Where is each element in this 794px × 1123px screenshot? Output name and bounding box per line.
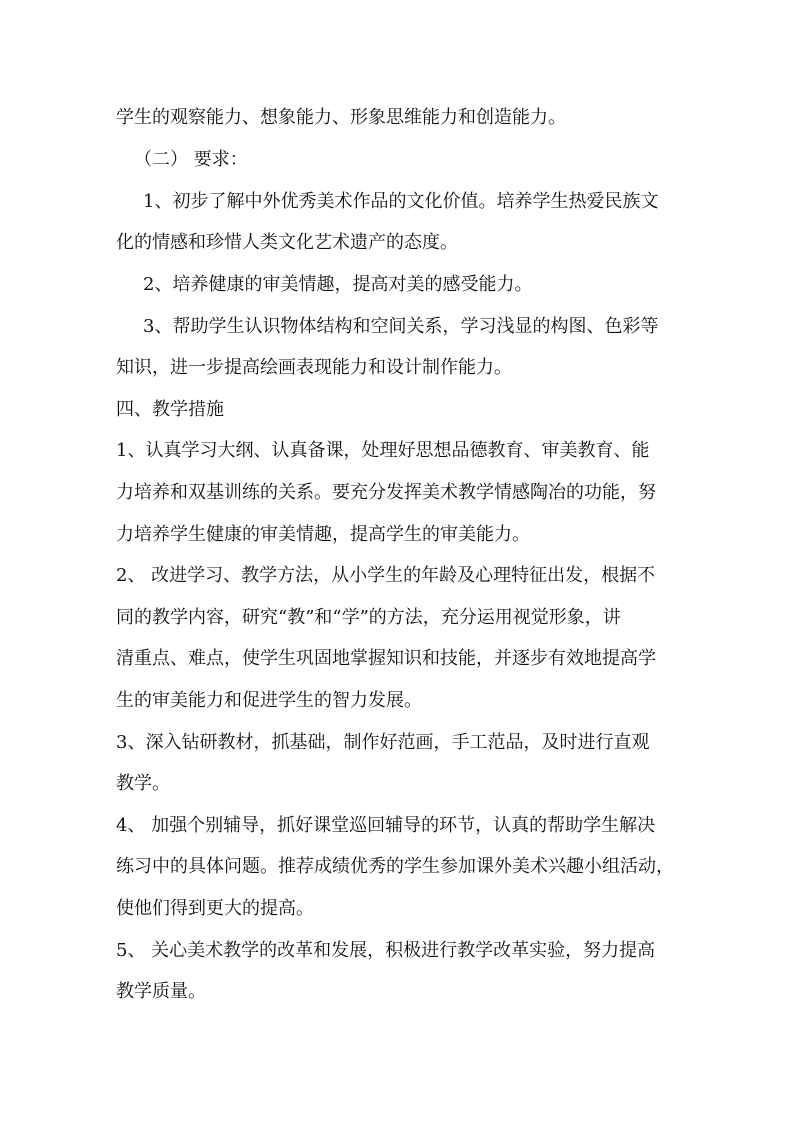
paragraph-line: 教学。 bbox=[116, 773, 170, 794]
paragraph-line: 力培养学生健康的审美情趣，提高学生的审美能力。 bbox=[116, 524, 530, 545]
paragraph-line: 清重点、难点，使学生巩固地掌握知识和技能，并逐步有效地提高学 bbox=[116, 648, 656, 669]
paragraph-line: 练习中的具体问题。推荐成绩优秀的学生参加课外美术兴趣小组活动， bbox=[116, 856, 674, 877]
paragraph-line: 4、 加强个别辅导，抓好课堂巡回辅导的环节，认真的帮助学生解决 bbox=[116, 815, 656, 836]
paragraph-line: 化的情感和珍惜人类文化艺术遗产的态度。 bbox=[116, 232, 458, 253]
paragraph-line: 学生的观察能力、想象能力、形象思维能力和创造能力。 bbox=[116, 107, 566, 128]
paragraph-line: 3、帮助学生认识物体结构和空间关系，学习浅显的构图、色彩等 bbox=[143, 316, 659, 337]
paragraph-line: 5、 关心美术教学的改革和发展，积极进行教学改革实验，努力提高 bbox=[116, 940, 656, 961]
paragraph-line: 2、 改进学习、教学方法，从小学生的年龄及心理特征出发，根据不 bbox=[116, 565, 656, 586]
paragraph-line: 生的审美能力和促进学生的智力发展。 bbox=[116, 690, 422, 711]
section-heading-requirements: （二） 要求： bbox=[134, 149, 248, 170]
paragraph-line: 1、认真学习大纲、认真备课，处理好思想品德教育、审美教育、能 bbox=[116, 440, 650, 461]
section-heading-teaching-measures: 四、教学措施 bbox=[116, 399, 224, 420]
paragraph-line: 1、初步了解中外优秀美术作品的文化价值。培养学生热爱民族文 bbox=[143, 191, 659, 212]
paragraph-line: 同的教学内容，研究“教”和“学”的方法，充分运用视觉形象，讲 bbox=[116, 607, 621, 628]
paragraph-line: 2、培养健康的审美情趣，提高对美的感受能力。 bbox=[143, 274, 533, 295]
paragraph-line: 知识，进一步提高绘画表现能力和设计制作能力。 bbox=[116, 357, 512, 378]
paragraph-line: 力培养和双基训练的关系。要充分发挥美术教学情感陶冶的功能，努 bbox=[116, 482, 656, 503]
paragraph-line: 使他们得到更大的提高。 bbox=[116, 898, 314, 919]
paragraph-line: 教学质量。 bbox=[116, 981, 206, 1002]
paragraph-line: 3、深入钻研教材，抓基础，制作好范画，手工范品，及时进行直观 bbox=[116, 732, 650, 753]
